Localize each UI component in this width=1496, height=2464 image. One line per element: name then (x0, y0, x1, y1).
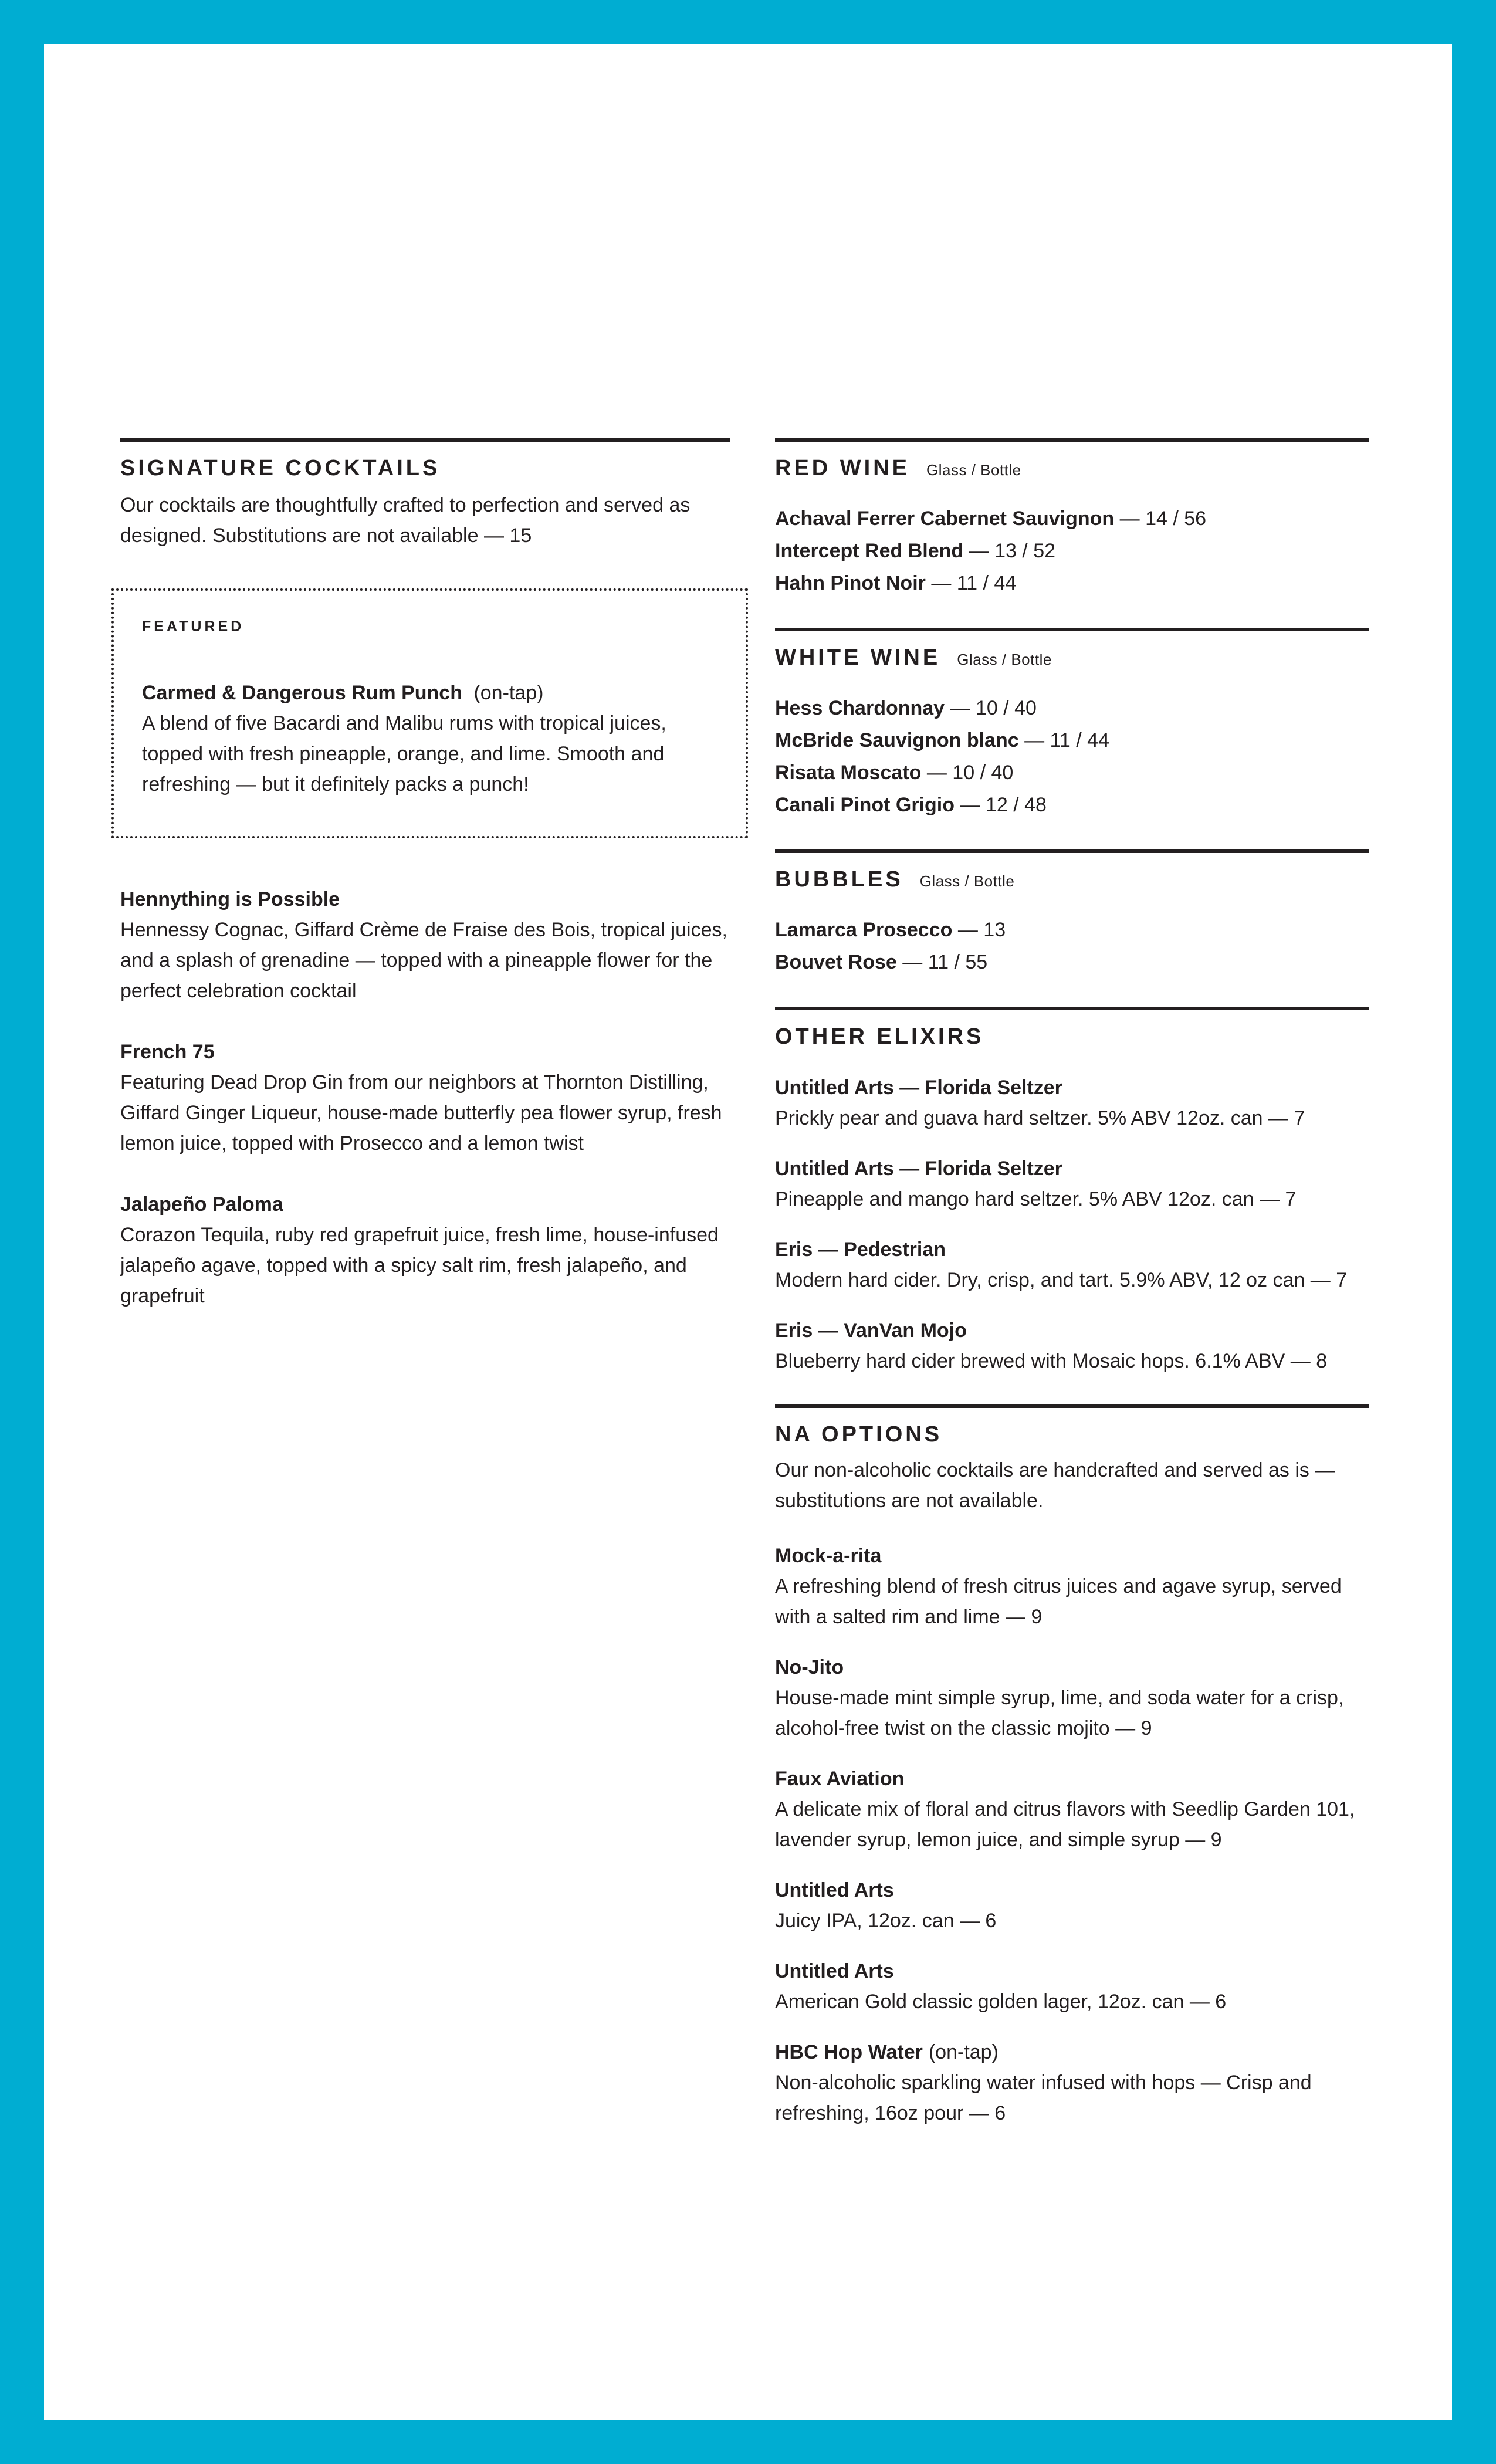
item-description: American Gold classic golden lager, 12oz. can — 6 (775, 1991, 1227, 2013)
item-name: Eris — Pedestrian (775, 1238, 946, 1261)
section-header-row (775, 867, 1369, 892)
item-name: Untitled Arts (775, 1879, 894, 1901)
item-title (775, 1652, 1369, 1683)
item-name: Mock-a-rita (775, 1545, 882, 1567)
menu-item (120, 1037, 730, 1159)
section-header-other-elixirs: OTHER ELIXIRS (775, 1024, 984, 1049)
menu-item (775, 2037, 1369, 2128)
menu-item (775, 1234, 1369, 1295)
item-name: Hess Chardonnay (775, 697, 945, 719)
item-price: — 13 (957, 919, 1006, 941)
glass-bottle-label: Glass / Bottle (957, 651, 1052, 668)
item-description: A blend of five Bacardi and Malibu rums with tropical juices, topped with fresh pineapple, orange, and lime. Smooth and refreshing — but it definitely packs a punch! (142, 712, 666, 796)
menu-item (775, 1541, 1369, 1632)
menu-item (775, 1956, 1369, 2017)
section-divider (775, 1404, 1369, 1408)
item-price: — 14 / 56 (1119, 507, 1207, 530)
section-other-elixirs (775, 1007, 1369, 1376)
menu-item (120, 1189, 730, 1311)
left-column (120, 438, 730, 2128)
menu-content (120, 438, 1369, 2128)
item-name: Canali Pinot Grigio (775, 794, 955, 816)
item-description: Prickly pear and guava hard seltzer. 5% ABV 12oz. can — 7 (775, 1107, 1305, 1129)
section-bubbles (775, 849, 1369, 979)
item-price: — 11 / 55 (902, 951, 988, 973)
item-name: Eris — VanVan Mojo (775, 1319, 967, 1342)
signature-cocktails-intro: Our cocktails are thoughtfully crafted to perfection and served as designed. Substitutions are not available — 15 (120, 494, 691, 547)
section-divider (775, 1007, 1369, 1010)
section-red-wine (775, 438, 1369, 600)
item-name: Untitled Arts — Florida Seltzer (775, 1157, 1062, 1180)
menu-item (775, 1072, 1369, 1133)
item-name: Bouvet Rose (775, 951, 897, 973)
section-header-row (775, 645, 1369, 670)
item-name: Lamarca Prosecco (775, 919, 953, 941)
wine-list (775, 914, 1369, 979)
menu-item (775, 1652, 1369, 1744)
menu-item (775, 757, 1369, 789)
glass-bottle-label: Glass / Bottle (926, 461, 1021, 479)
menu-item (775, 1315, 1369, 1376)
section-divider (120, 438, 730, 442)
menu-item (120, 884, 730, 1006)
item-description: Hennessy Cognac, Giffard Crème de Fraise des Bois, tropical juices, and a splash of grenadine — topped with a pineapple flower for the perfect celebration cocktail (120, 919, 727, 1002)
item-name: Faux Aviation (775, 1768, 905, 1790)
menu-item (775, 692, 1369, 725)
na-options-intro: Our non-alcoholic cocktails are handcrafted and served as is — substitutions are not available. (775, 1459, 1335, 1512)
section-na-options (775, 1404, 1369, 2128)
item-description: Featuring Dead Drop Gin from our neighbors at Thornton Distilling, Giffard Ginger Liqueur, house-made butterfly pea flower syrup, fresh lemon juice, topped with Prosecco and a lemon twist (120, 1071, 722, 1155)
item-description: Blueberry hard cider brewed with Mosaic hops. 6.1% ABV — 8 (775, 1350, 1328, 1372)
featured-item-title (142, 678, 716, 708)
menu-item (775, 535, 1369, 567)
item-tag: (on-tap) (473, 682, 544, 704)
glass-bottle-label: Glass / Bottle (919, 872, 1015, 890)
section-divider (775, 628, 1369, 631)
wine-list (775, 503, 1369, 600)
item-title (775, 1764, 1369, 1794)
item-description: A delicate mix of floral and citrus flavors with Seedlip Garden 101, lavender syrup, lemon juice, and simple syrup — 9 (775, 1798, 1355, 1851)
menu-item (775, 1153, 1369, 1214)
item-name: McBride Sauvignon blanc (775, 729, 1019, 752)
menu-item (775, 946, 1369, 979)
item-name: No-Jito (775, 1656, 844, 1678)
menu-page (44, 44, 1452, 2420)
item-description: Juicy IPA, 12oz. can — 6 (775, 1910, 997, 1932)
item-name: Achaval Ferrer Cabernet Sauvignon (775, 507, 1115, 530)
item-name: Hahn Pinot Noir (775, 572, 926, 594)
section-header-bubbles: BUBBLES (775, 867, 903, 892)
item-price: — 11 / 44 (931, 572, 1017, 594)
item-name: Untitled Arts (775, 1960, 894, 1982)
featured-box (111, 588, 748, 838)
item-description: Corazon Tequila, ruby red grapefruit juice, fresh lime, house-infused jalapeño agave, topped with a spicy salt rim, fresh jalapeño, and grapefruit (120, 1224, 719, 1307)
menu-item (775, 503, 1369, 535)
item-title (775, 2037, 1369, 2067)
section-white-wine (775, 628, 1369, 821)
item-description: Non-alcoholic sparkling water infused with hops — Crisp and refreshing, 16oz pour — 6 (775, 2072, 1312, 2124)
item-title (775, 1875, 1369, 1905)
item-price: — 13 / 52 (969, 540, 1056, 562)
right-column (775, 438, 1369, 2128)
section-divider (775, 849, 1369, 853)
menu-item (775, 789, 1369, 821)
menu-item (775, 1875, 1369, 1936)
section-header-red-wine: RED WINE (775, 456, 910, 480)
item-name: Carmed & Dangerous Rum Punch (142, 682, 462, 704)
item-description: House-made mint simple syrup, lime, and soda water for a crisp, alcohol-free twist on the classic mojito — 9 (775, 1687, 1344, 1739)
item-title (775, 1541, 1369, 1571)
section-header-signature-cocktails: SIGNATURE COCKTAILS (120, 456, 441, 480)
wine-list (775, 692, 1369, 821)
item-description: A refreshing blend of fresh citrus juices and agave syrup, served with a salted rim and lime — 9 (775, 1575, 1342, 1628)
section-divider (775, 438, 1369, 442)
item-tag: (on-tap) (928, 2041, 999, 2063)
item-name: Hennything is Possible (120, 888, 340, 911)
section-header-row (775, 456, 1369, 480)
item-name: French 75 (120, 1041, 215, 1063)
menu-item (775, 1764, 1369, 1855)
menu-item (775, 914, 1369, 946)
item-title (775, 1956, 1369, 1986)
item-price: — 11 / 44 (1024, 729, 1109, 752)
item-price: — 10 / 40 (950, 697, 1037, 719)
item-price: — 10 / 40 (926, 761, 1014, 784)
section-header-na-options: NA OPTIONS (775, 1422, 943, 1447)
featured-label: FEATURED (142, 618, 245, 635)
item-name: Untitled Arts — Florida Seltzer (775, 1077, 1062, 1099)
item-name: HBC Hop Water (775, 2041, 923, 2063)
item-description: Modern hard cider. Dry, crisp, and tart. 5.9% ABV, 12 oz can — 7 (775, 1269, 1348, 1291)
menu-item (775, 567, 1369, 600)
item-price: — 12 / 48 (960, 794, 1047, 816)
item-name: Intercept Red Blend (775, 540, 964, 562)
section-header-white-wine: WHITE WINE (775, 645, 941, 670)
item-name: Jalapeño Paloma (120, 1193, 283, 1216)
item-name: Risata Moscato (775, 761, 922, 784)
item-description: Pineapple and mango hard seltzer. 5% ABV 12oz. can — 7 (775, 1188, 1297, 1210)
menu-item (775, 725, 1369, 757)
